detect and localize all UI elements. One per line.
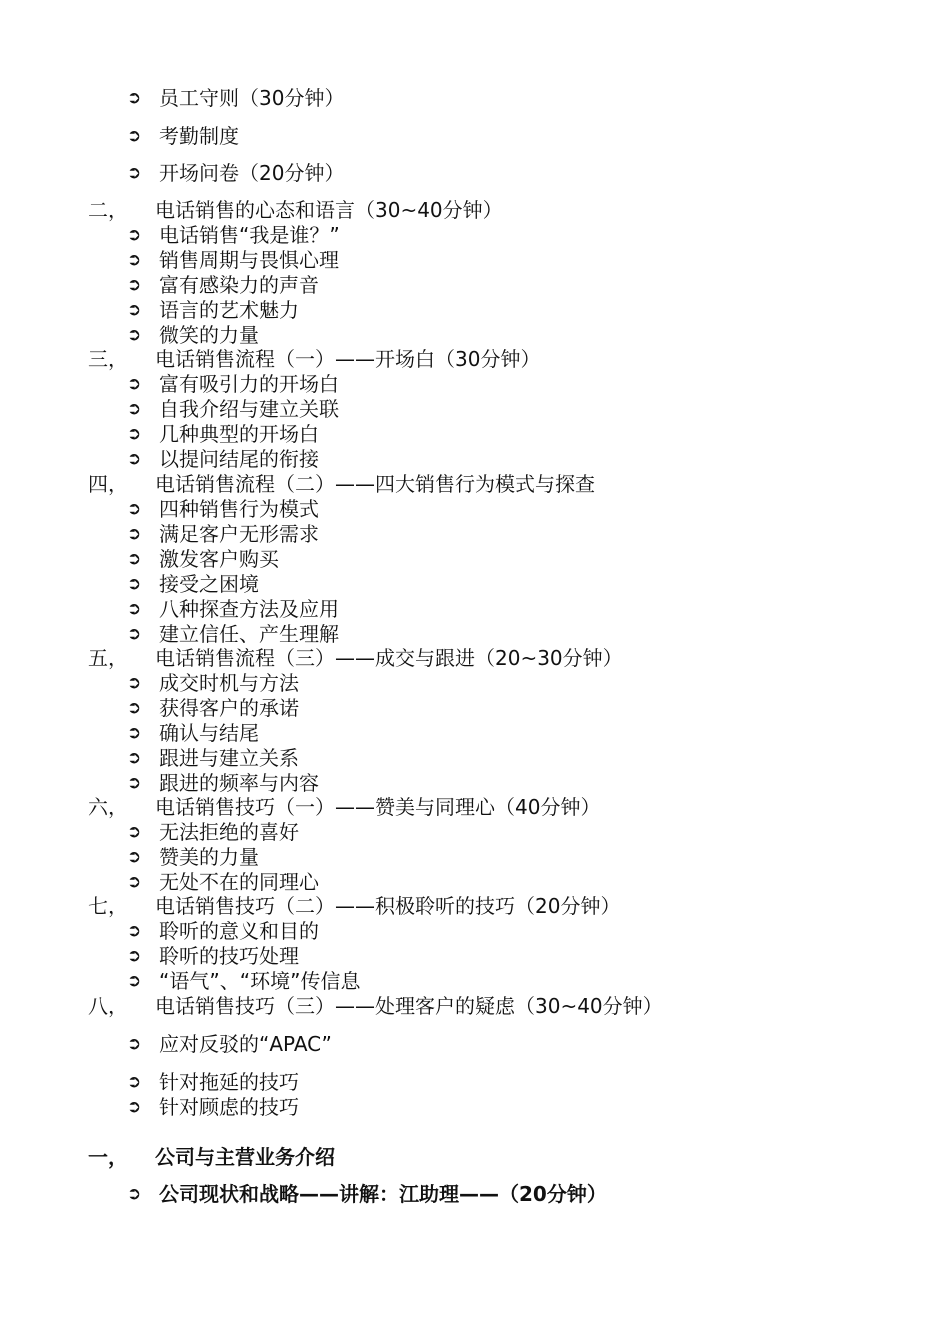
list-item-text: 激发客户购买: [159, 547, 279, 571]
list-item-text: 应对反驳的“APAC”: [159, 1032, 332, 1056]
list-item-text: “语气”、“环境”传信息: [159, 969, 361, 993]
bullet-icon: ➲: [127, 325, 142, 345]
list-item-text: 获得客户的承诺: [159, 696, 299, 720]
list-item-text: 针对拖延的技巧: [159, 1070, 299, 1094]
bullet-icon: ➲: [127, 624, 142, 644]
bullet-icon: ➲: [127, 673, 142, 693]
section-title: 电话销售技巧（三）——处理客户的疑虑（30~40分钟）: [155, 994, 663, 1018]
list-item-text: 跟进与建立关系: [159, 746, 299, 770]
section-number: 三，: [88, 347, 128, 371]
section-number: 一，: [88, 1145, 128, 1169]
list-item-text: 电话销售“我是谁？”: [159, 223, 340, 247]
bullet-icon: ➲: [127, 946, 142, 966]
bullet-icon: ➲: [127, 225, 142, 245]
bullet-icon: ➲: [127, 549, 142, 569]
bullet-icon: ➲: [127, 921, 142, 941]
bullet-icon: ➲: [127, 1072, 142, 1092]
bullet-icon: ➲: [127, 723, 142, 743]
list-item-text: 赞美的力量: [159, 845, 259, 869]
list-item-text: 接受之困境: [159, 572, 259, 596]
section-title: 公司与主营业务介绍: [155, 1145, 335, 1169]
list-item-text: 聆听的意义和目的: [159, 919, 319, 943]
bullet-icon: ➲: [127, 424, 142, 444]
section-number: 六，: [88, 795, 128, 819]
list-item-text: 自我介绍与建立关联: [159, 397, 339, 421]
section-number: 二，: [88, 198, 128, 222]
section-title: 电话销售技巧（一）——赞美与同理心（40分钟）: [155, 795, 601, 819]
bullet-icon: ➲: [127, 300, 142, 320]
section-number: 四，: [88, 472, 128, 496]
list-item-text: 满足客户无形需求: [159, 522, 319, 546]
bullet-icon: ➲: [127, 449, 142, 469]
bullet-icon: ➲: [127, 275, 142, 295]
list-item-text: 以提问结尾的衔接: [159, 447, 319, 471]
section-number: 八，: [88, 994, 128, 1018]
list-item-text: 开场问卷（20分钟）: [159, 161, 345, 185]
bullet-icon: ➲: [127, 971, 142, 991]
section-number: 七，: [88, 894, 128, 918]
list-item-text: 几种典型的开场白: [159, 422, 319, 446]
list-item-text: 无法拒绝的喜好: [159, 820, 299, 844]
bullet-icon: ➲: [127, 773, 142, 793]
bullet-icon: ➲: [127, 250, 142, 270]
section-title: 电话销售技巧（二）——积极聆听的技巧（20分钟）: [155, 894, 621, 918]
list-item-text: 考勤制度: [159, 124, 239, 148]
list-item-text: 富有感染力的声音: [159, 273, 319, 297]
list-item-text: 无处不在的同理心: [159, 870, 319, 894]
bullet-icon: ➲: [127, 599, 142, 619]
bullet-icon: ➲: [127, 88, 142, 108]
bullet-icon: ➲: [127, 847, 142, 867]
bullet-icon: ➲: [127, 574, 142, 594]
bullet-icon: ➲: [127, 1184, 142, 1204]
list-item-text: 微笑的力量: [159, 323, 259, 347]
section-title: 电话销售流程（二）——四大销售行为模式与探查: [155, 472, 595, 496]
bullet-icon: ➲: [127, 374, 142, 394]
bullet-icon: ➲: [127, 872, 142, 892]
section-title: 电话销售的心态和语言（30~40分钟）: [155, 198, 503, 222]
section-number: 五，: [88, 646, 128, 670]
list-item-text: 销售周期与畏惧心理: [159, 248, 339, 272]
list-item-text: 八种探查方法及应用: [159, 597, 339, 621]
list-item-text: 聆听的技巧处理: [159, 944, 299, 968]
bullet-icon: ➲: [127, 499, 142, 519]
list-item-text: 语言的艺术魅力: [159, 298, 299, 322]
list-item-text: 成交时机与方法: [159, 671, 299, 695]
bullet-icon: ➲: [127, 698, 142, 718]
bullet-icon: ➲: [127, 748, 142, 768]
bullet-icon: ➲: [127, 163, 142, 183]
bullet-icon: ➲: [127, 822, 142, 842]
bullet-icon: ➲: [127, 1097, 142, 1117]
bullet-icon: ➲: [127, 126, 142, 146]
list-item-text: 富有吸引力的开场白: [159, 372, 339, 396]
bullet-icon: ➲: [127, 1034, 142, 1054]
bullet-icon: ➲: [127, 399, 142, 419]
list-item-text: 四种销售行为模式: [159, 497, 319, 521]
section-title: 电话销售流程（三）——成交与跟进（20~30分钟）: [155, 646, 623, 670]
list-item-text: 公司现状和战略——讲解：江助理——（20分钟）: [159, 1182, 607, 1206]
list-item-text: 建立信任、产生理解: [159, 622, 339, 646]
bullet-icon: ➲: [127, 524, 142, 544]
list-item-text: 员工守则（30分钟）: [159, 86, 345, 110]
list-item-text: 针对顾虑的技巧: [159, 1095, 299, 1119]
list-item-text: 跟进的频率与内容: [159, 771, 319, 795]
section-title: 电话销售流程（一）——开场白（30分钟）: [155, 347, 541, 371]
list-item-text: 确认与结尾: [159, 721, 259, 745]
